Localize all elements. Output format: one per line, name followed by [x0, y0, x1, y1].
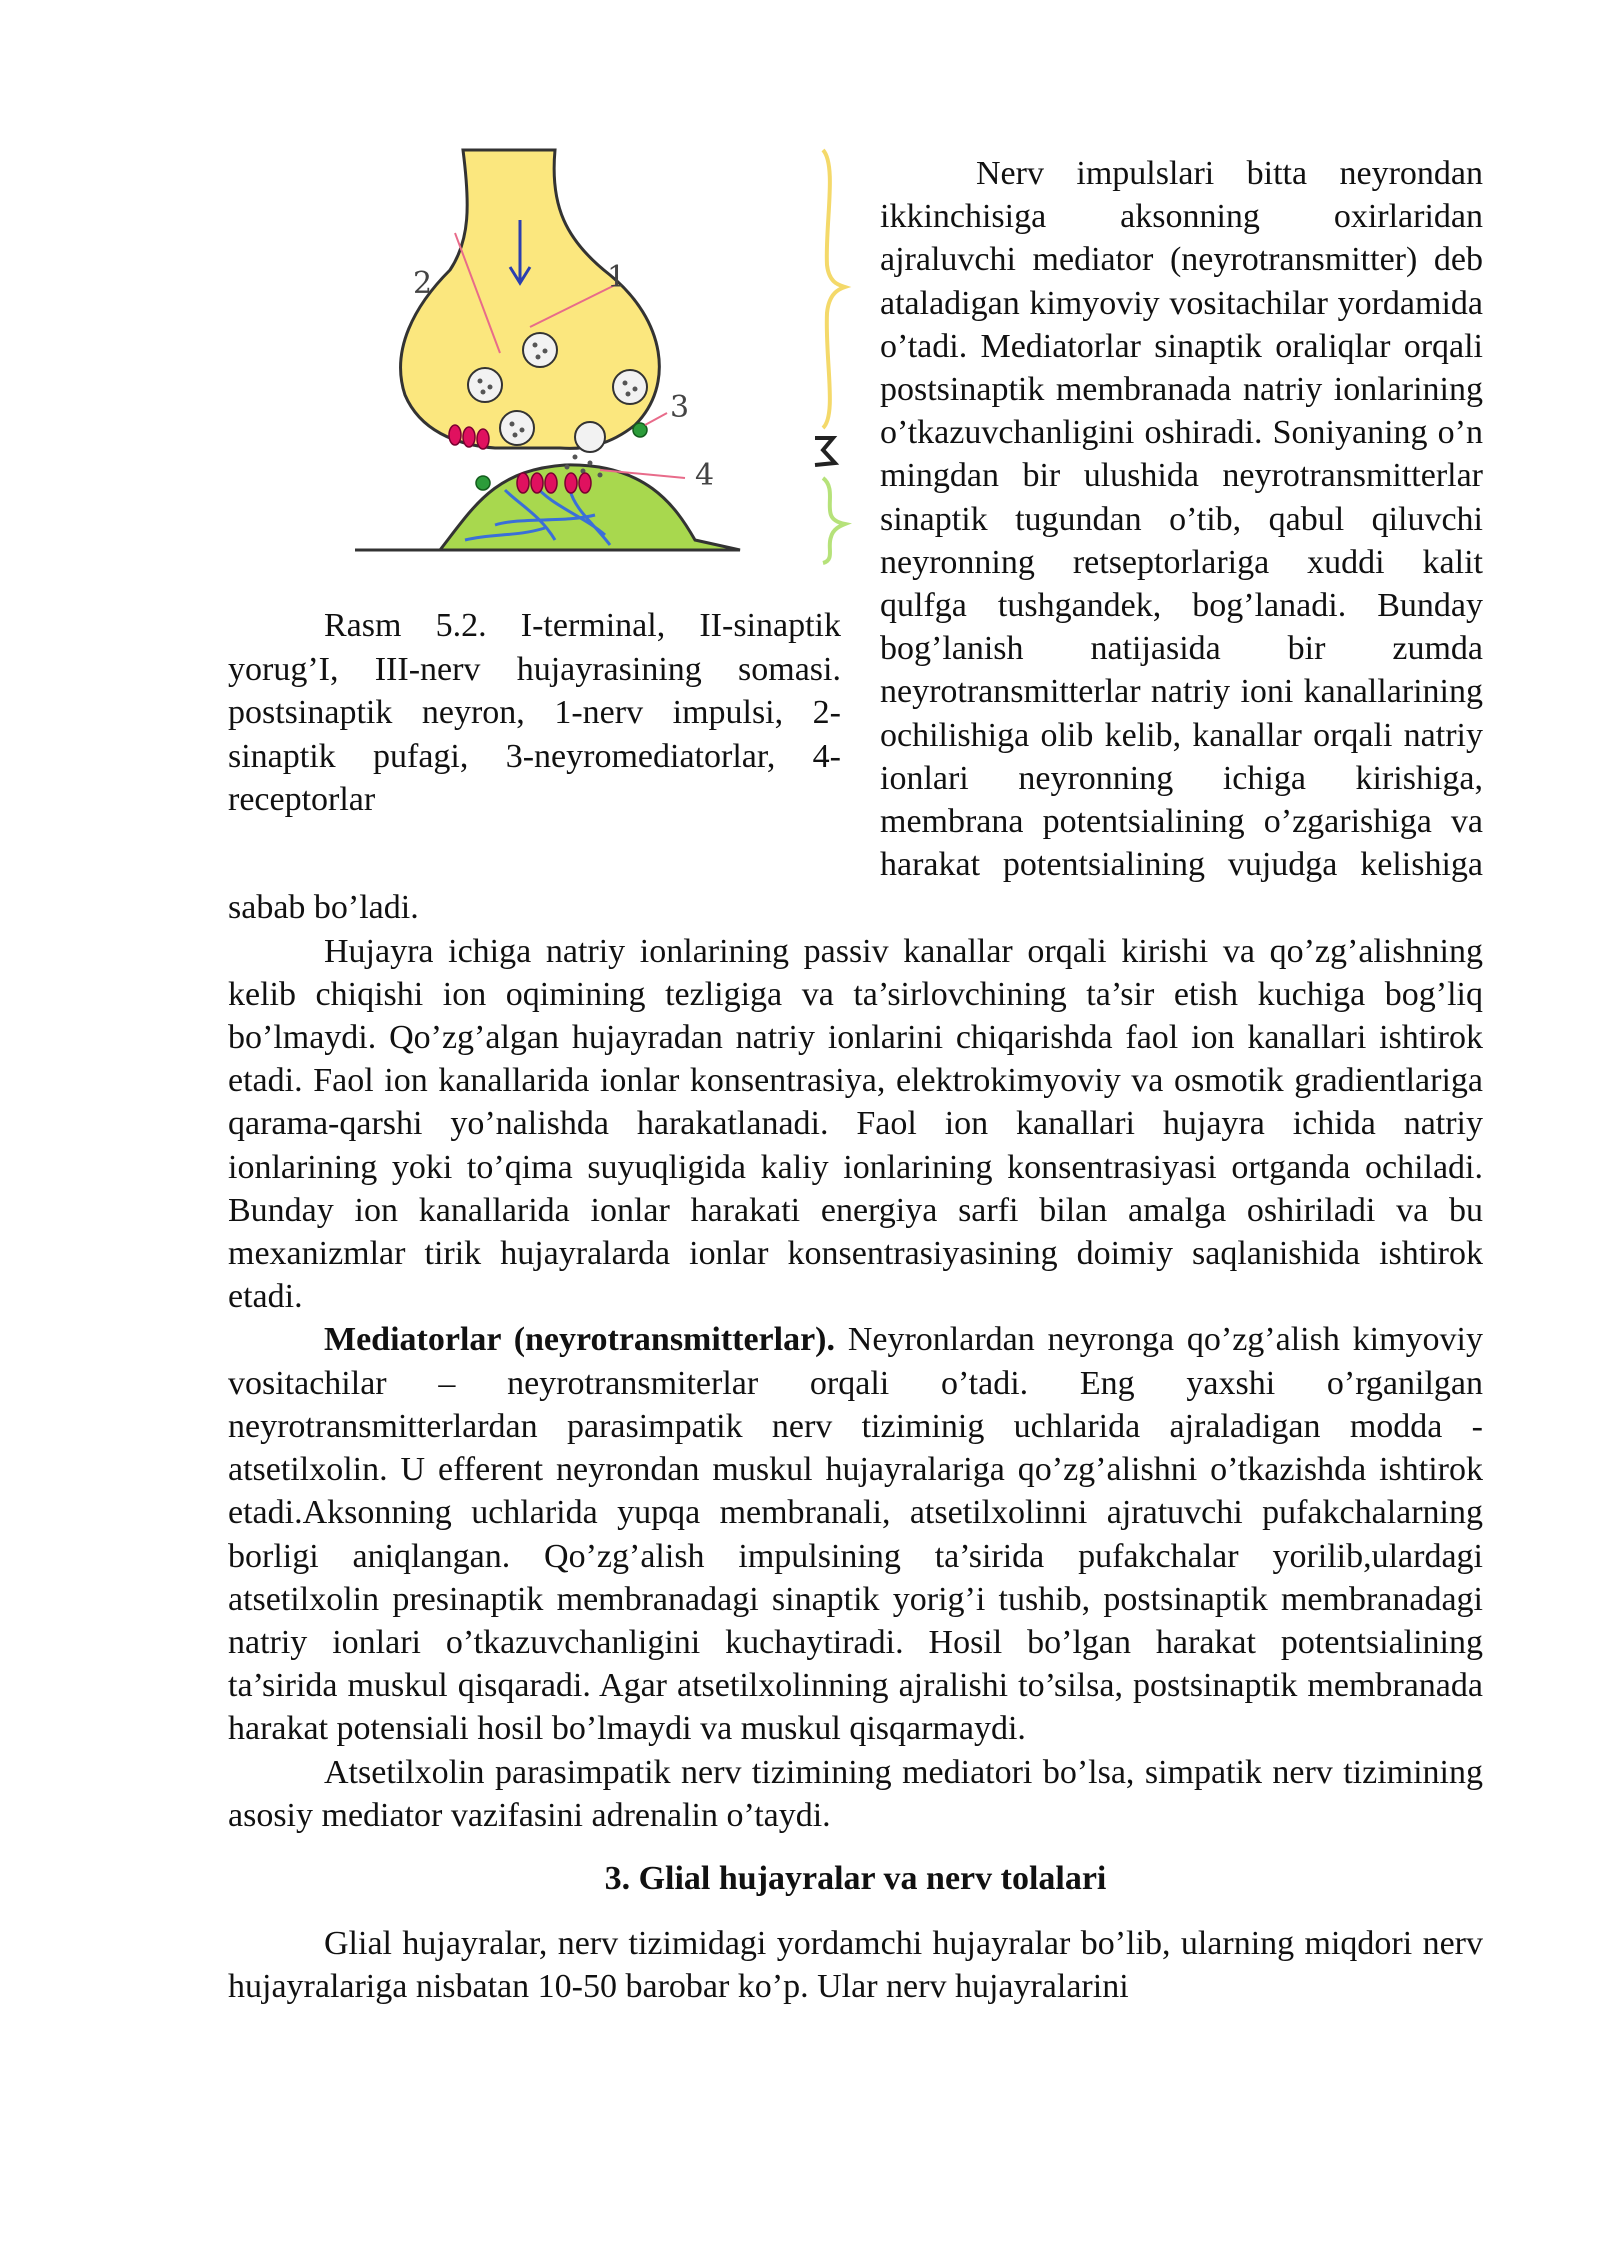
- figure-label-2: 2: [413, 266, 433, 301]
- paragraph-mediators: [228, 1318, 1483, 1750]
- body-text: [228, 152, 1483, 2008]
- paragraph-adrenalin: Atsetilxolin parasimpatik nerv tizimining mediatori bo’lsa, simpatik nerv tizimining asosiy mediator vazifasini adrenalin o’taydi.: [228, 1753, 1483, 1834]
- figure-float-spacer: [228, 152, 880, 848]
- mediators-heading: Mediatorlar (neyrotransmitterlar).: [324, 1321, 835, 1359]
- section-heading: 3. Glial hujayralar va nerv tolalari: [604, 1859, 1107, 1897]
- mediators-text: Neyronlardan neyronga qo’zg’alish kimyoviy vositachilar – neyrotransmiterlar orqali o’tadi. Eng yaxshi o’rganilgan neyrotransmitterlardan parasimpatik nerv tiziminig uchlarida ajraladigan modda - atsetilxolin. U efferent neyrondan muskul hujayralariga qo’zg’alishni o’tkazishda ishtirok etadi.Aksonning uchlarida yupqa membranali, atsetilxolinni ajratuvchi pufakchalarning borligi aniqlangan. Qo’zg’alish impulsining ta’sirida pufakchalar yorilib,ulardagi atsetilxolin presinaptik membranadagi sinaptik yorig’i tushib, postsinaptik membranadagi natriy ionlari o’tkazuvchanligini kuchaytiradi. Hosil bo’lgan harakat potentsialining ta’sirida muskul qisqaradi. Agar atsetilxolinning ajralishi to’silsa, postsinaptik membranada harakat potensiali hosil bo’lmaydi va muskul qisqarmaydi.: [228, 1321, 1483, 1748]
- paragraph-2: Hujayra ichiga natriy ionlarining passiv kanallar orqali kirishi va qo’zg’alishning kelib chiqishi ion oqimining tezligiga va ta’sirlovchining ta’sir etish kuchiga bog’liq bo’lmaydi. Qo’zg’algan hujayradan natriy ionlarini chiqarishda faol ion kanallari ishtirok etadi. Faol ion kanallarida ionlar konsentrasiya, elektrokimyoviy va osmotik gradientlariga qarama-qarshi yo’nalishda harakatlanadi. Faol ion kanallari hujayra ichida natriy ionlarining yoki to’qima suyuqligida kaliy ionlarining konsentrasiyasi ortganda ochiladi. Bunday ion kanallarida ionlar harakati energiya sarfi bilan amalga oshiriladi va bu mexanizmlar tirik hujayralarda ionlar konsentrasiyasining doimiy saqlanishida ishtirok etadi.: [228, 932, 1483, 1316]
- figure-label-1: 1: [607, 260, 627, 295]
- figure-label-3: 3: [670, 390, 690, 425]
- figure-label-4: 4: [695, 458, 715, 493]
- paragraph-1: Nerv impulslari bitta neyrondan ikkinchisiga aksonning oxirlaridan ajraluvchi mediator (neyrotransmitter) deb ataladigan kimyoviy vositachilar yordamida o’tadi. Mediatorlar sinaptik oraliqlar orqali postsinaptik membranada natriy ionlarining o’tkazuvchanligini oshiradi. Soniyaning o’n mingdan bir ulushida neyrotransmitterlar sinaptik tugundan o’tib, qabul qiluvchi neyronning retseptorlariga xuddi kalit qulfga tushgandek, bog’lanadi. Bunday bog’lanish natijasida bir zumda neyrotransmitterlar natriy ioni kanallarining ochilishiga olib kelib, kanallar orqali natriy ionlari neyronning ichiga kirishiga, membrana potentsialining o’zgarishiga va harakat potentsialining vujudga kelishiga sabab bo’ladi.: [228, 155, 1483, 927]
- paragraph-glial: Glial hujayralar, nerv tizimidagi yordamchi hujayralar bo’lib, ularning miqdori nerv hujayralariga nisbatan 10-50 barobar ko’p. Ular nerv hujayralarini: [228, 1924, 1483, 2006]
- figure-caption: Rasm 5.2. I-terminal, II-sinaptik yorug’I, III-nerv hujayrasining somasi. postsinaptik neyron, 1-nerv impulsi, 2-sinaptik pufagi, 3-neyromediatorlar, 4-receptorlar: [228, 607, 841, 818]
